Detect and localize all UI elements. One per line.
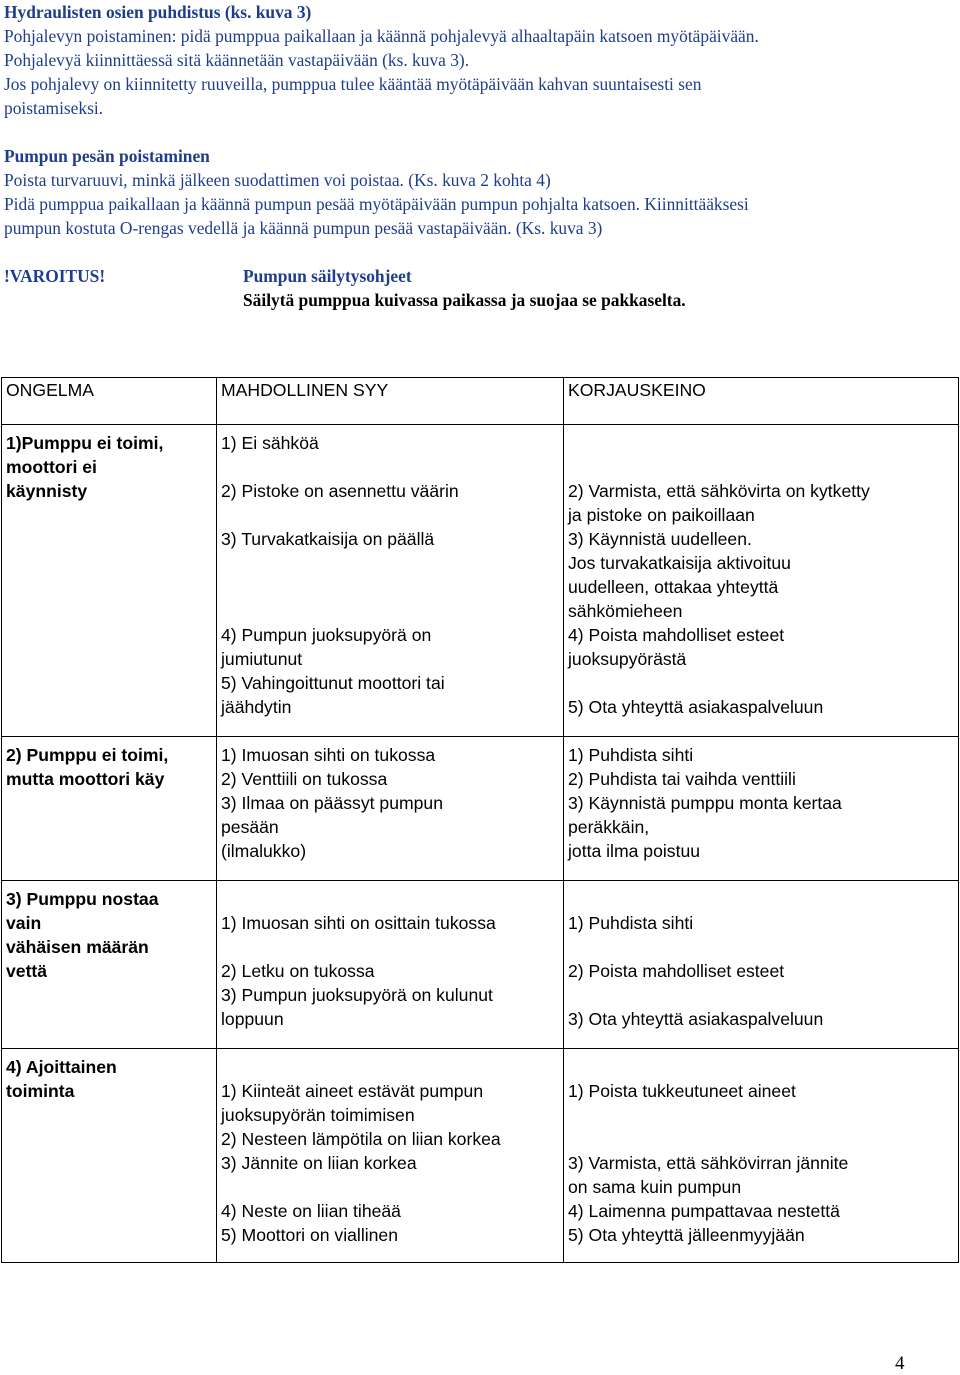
- cell-line: 1) Imuosan sihti on osittain tukossa: [221, 913, 496, 933]
- cell-line: 2) Pumppu ei toimi,: [6, 745, 169, 765]
- cell-line: juoksupyörän toimimisen: [221, 1105, 415, 1125]
- cell-line: käynnisty: [6, 481, 88, 501]
- paragraph-line: Pohjalevyä kiinnittäessä sitä käännetään vastapäivään (ks. kuva 3).: [4, 50, 470, 70]
- cell-line: sähkömieheen: [568, 601, 683, 621]
- fix-cell: [564, 737, 959, 881]
- cell-line: vähäisen määrän: [6, 937, 149, 957]
- cell-line: 4) Poista mahdolliset esteet: [568, 625, 785, 645]
- cell-line: 2) Puhdista tai vaihda venttiili: [568, 769, 796, 789]
- cell-line: 3) Käynnistä uudelleen.: [568, 529, 752, 549]
- instructions-text: [4, 0, 954, 312]
- cell-line: moottori ei: [6, 457, 97, 477]
- paragraph-line: Poista turvaruuvi, minkä jälkeen suodattimen voi poistaa. (Ks. kuva 2 kohta 4): [4, 170, 551, 190]
- warning-label: !VAROITUS!: [4, 266, 106, 286]
- problem-cell: [2, 737, 217, 881]
- cause-cell: [217, 881, 564, 1049]
- cause-cell: [217, 1049, 564, 1263]
- page-number: 4: [895, 1353, 905, 1374]
- section-title-hydraulic-cleaning: Hydraulisten osien puhdistus (ks. kuva 3): [4, 2, 312, 22]
- cell-line: 2) Letku on tukossa: [221, 961, 375, 981]
- cell-line: 4) Ajoittainen: [6, 1057, 117, 1077]
- cell-line: jäähdytin: [221, 697, 292, 717]
- cell-line: 1) Kiinteät aineet estävät pumpun: [221, 1081, 484, 1101]
- table-row: [2, 881, 959, 1049]
- cell-line: 4) Pumpun juoksupyörä on: [221, 625, 432, 645]
- header-cell-problem: ONGELMA: [2, 378, 217, 425]
- paragraph-line: Jos pohjalevy on kiinnitetty ruuveilla, pumppua tulee kääntää myötäpäivään kahvan suuntaisesti sen: [4, 74, 702, 94]
- cell-line: 3) Varmista, että sähkövirran jännite: [568, 1153, 849, 1173]
- cell-line: Jos turvakatkaisija aktivoituu: [568, 553, 791, 573]
- cell-line: vain: [6, 913, 42, 933]
- header-cell-cause: MAHDOLLINEN SYY: [217, 378, 564, 425]
- cell-line: 5) Ota yhteyttä asiakaspalveluun: [568, 697, 824, 717]
- cell-line: 3) Pumpun juoksupyörä on kulunut: [221, 985, 493, 1005]
- cell-line: 3) Turvakatkaisija on päällä: [221, 529, 435, 549]
- cell-line: jotta ilma poistuu: [568, 841, 701, 861]
- fix-cell: [564, 881, 959, 1049]
- cell-line: jumiutunut: [221, 649, 303, 669]
- table-header-row: [2, 378, 959, 425]
- section-title-storage: Pumpun säilytysohjeet: [243, 266, 412, 286]
- cell-line: 2) Varmista, että sähkövirta on kytketty: [568, 481, 870, 501]
- problem-cell: [2, 1049, 217, 1263]
- table-row: [2, 1049, 959, 1263]
- cell-line: 1) Ei sähköä: [221, 433, 319, 453]
- cell-line: 3) Käynnistä pumppu monta kertaa: [568, 793, 842, 813]
- fix-cell: [564, 1049, 959, 1263]
- troubleshooting-table: [1, 377, 959, 1263]
- cell-line: 1) Puhdista sihti: [568, 745, 694, 765]
- cell-line: 2) Poista mahdolliset esteet: [568, 961, 785, 981]
- paragraph-line: poistamiseksi.: [4, 98, 104, 118]
- table-row: [2, 425, 959, 737]
- cell-line: (ilmalukko): [221, 841, 307, 861]
- cell-line: 3) Ota yhteyttä asiakaspalveluun: [568, 1009, 824, 1029]
- cell-line: 1)Pumppu ei toimi,: [6, 433, 164, 453]
- cell-line: 3) Jännite on liian korkea: [221, 1153, 417, 1173]
- cell-line: 1) Imuosan sihti on tukossa: [221, 745, 436, 765]
- cell-line: pesään: [221, 817, 279, 837]
- cell-line: uudelleen, ottakaa yhteyttä: [568, 577, 779, 597]
- cell-line: juoksupyörästä: [568, 649, 687, 669]
- paragraph-line: pumpun kostuta O-rengas vedellä ja käännä pumpun pesää vastapäivään. (Ks. kuva 3): [4, 218, 603, 238]
- cell-line: 2) Pistoke on asennettu väärin: [221, 481, 459, 501]
- cell-line: 3) Ilmaa on päässyt pumpun: [221, 793, 444, 813]
- cell-line: 1) Puhdista sihti: [568, 913, 694, 933]
- cell-line: 4) Laimenna pumpattavaa nestettä: [568, 1201, 840, 1221]
- cell-line: 3) Pumppu nostaa: [6, 889, 159, 909]
- cell-line: 5) Vahingoittunut moottori tai: [221, 673, 445, 693]
- cell-line: vettä: [6, 961, 48, 981]
- problem-cell: [2, 881, 217, 1049]
- section-title-housing-removal: Pumpun pesän poistaminen: [4, 146, 210, 166]
- header-cell-fix: KORJAUSKEINO: [564, 378, 959, 425]
- problem-cell: [2, 425, 217, 737]
- paragraph-line: Pohjalevyn poistaminen: pidä pumppua paikallaan ja käännä pohjalevyä alhaaltapäin katsoen myötäpäivään.: [4, 26, 759, 46]
- cell-line: peräkkäin,: [568, 817, 650, 837]
- fix-cell: [564, 425, 959, 737]
- cell-line: 1) Poista tukkeutuneet aineet: [568, 1081, 796, 1101]
- cell-line: 2) Venttiili on tukossa: [221, 769, 388, 789]
- cell-line: on sama kuin pumpun: [568, 1177, 742, 1197]
- cell-line: 5) Moottori on viallinen: [221, 1225, 399, 1245]
- cell-line: ja pistoke on paikoillaan: [568, 505, 755, 525]
- cell-line: toiminta: [6, 1081, 75, 1101]
- cell-line: mutta moottori käy: [6, 769, 165, 789]
- storage-text: Säilytä pumppua kuivassa paikassa ja suojaa se pakkaselta.: [243, 290, 686, 310]
- cell-line: 4) Neste on liian tiheää: [221, 1201, 401, 1221]
- table-row: [2, 737, 959, 881]
- cell-line: 2) Nesteen lämpötila on liian korkea: [221, 1129, 501, 1149]
- paragraph-line: Pidä pumppua paikallaan ja käännä pumpun pesää myötäpäivään pumpun pohjalta katsoen. Kiinnittääksesi: [4, 194, 749, 214]
- cause-cell: [217, 737, 564, 881]
- cell-line: loppuun: [221, 1009, 284, 1029]
- cell-line: 5) Ota yhteyttä jälleenmyyjään: [568, 1225, 805, 1245]
- cause-cell: [217, 425, 564, 737]
